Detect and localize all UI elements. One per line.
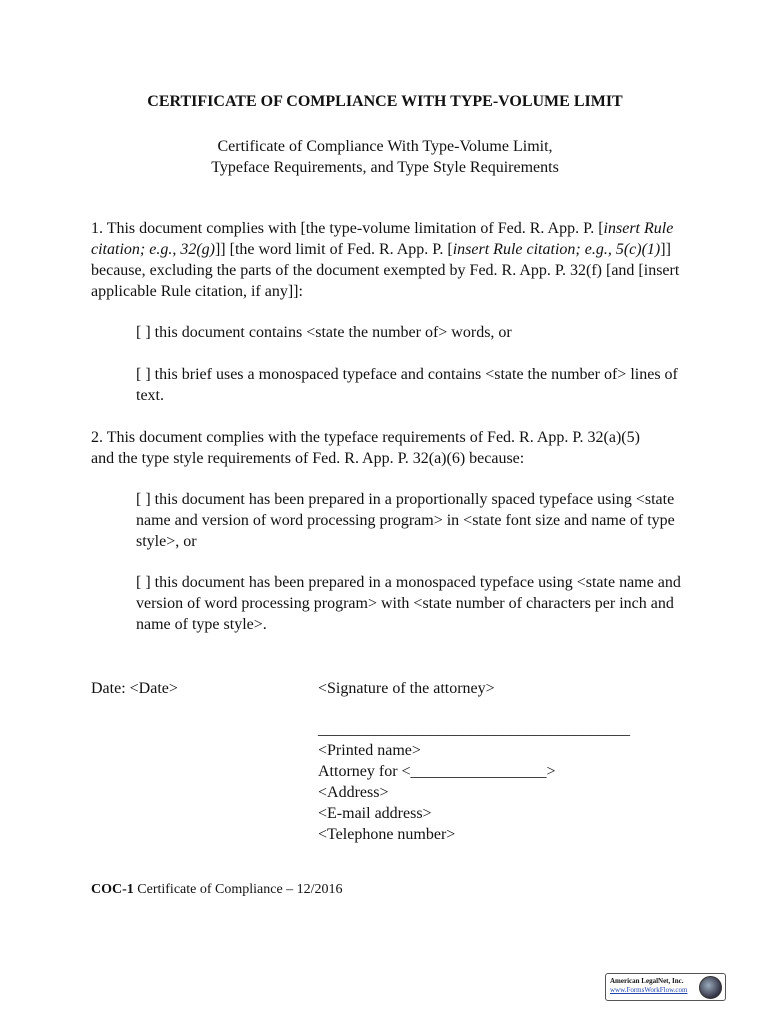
form-code: COC-1 xyxy=(91,882,134,897)
subtitle-line-2: Typeface Requirements, and Type Style Requirements xyxy=(211,159,559,176)
signature-block xyxy=(318,678,698,845)
subtitle-line-1: Certificate of Compliance With Type-Volume Limit, xyxy=(217,138,553,155)
attorney-for: Attorney for <_________________> xyxy=(318,763,556,780)
publisher-stamp xyxy=(605,973,726,1001)
form-footer-text: Certificate of Compliance – 12/2016 xyxy=(133,882,343,897)
globe-logo-icon xyxy=(699,976,722,999)
section-2-option-proportional: [ ] this document has been prepared in a proportionally spaced typeface using <state name and version of word processing program> in <state font size and name of type style>, or xyxy=(136,491,675,550)
publisher-url[interactable]: www.FormsWorkFlow.com xyxy=(610,986,688,994)
email-address: <E-mail address> xyxy=(318,805,432,822)
date-field: Date: <Date> xyxy=(91,680,178,697)
section-1-text-b: ]] [the word limit of Fed. R. App. P. [ xyxy=(214,241,453,258)
section-1-text-c: ]] because, excluding the parts of the document exempted by Fed. R. App. P. 32(f) [and [insert applicable Rule citation, if any]]: xyxy=(91,241,680,300)
printed-name: <Printed name> xyxy=(318,742,421,759)
form-footer xyxy=(91,882,343,898)
section-2-option-monospaced: [ ] this document has been prepared in a monospaced typeface using <state name and version of word processing program> with <state number of characters per inch and name of type style>. xyxy=(136,574,681,633)
section-1-option-words: [ ] this document contains <state the number of> words, or xyxy=(136,324,512,341)
section-1-option-lines: [ ] this brief uses a monospaced typeface and contains <state the number of> lines of text. xyxy=(136,366,678,404)
section-1-text-a: 1. This document complies with [the type-volume limitation of Fed. R. App. P. [ xyxy=(91,220,604,237)
section-1-italic-a: insert Rule citation; e.g., 32(g) xyxy=(91,220,674,258)
section-1-paragraph xyxy=(91,218,681,302)
document-subtitle xyxy=(0,136,770,178)
section-2-paragraph: 2. This document complies with the typeface requirements of Fed. R. App. P. 32(a)(5) and the type style requirements of Fed. R. App. P. 32(a)(6) because: xyxy=(91,429,640,467)
document-title: CERTIFICATE OF COMPLIANCE WITH TYPE-VOLUME LIMIT xyxy=(147,93,623,110)
address: <Address> xyxy=(318,784,389,801)
signature-label: <Signature of the attorney> xyxy=(318,680,495,697)
section-1-italic-b: insert Rule citation; e.g., 5(c)(1) xyxy=(452,241,661,258)
publisher-name: American LegalNet, Inc. xyxy=(610,977,684,985)
telephone-number: <Telephone number> xyxy=(318,826,456,843)
signature-line: _______________________________________ xyxy=(318,721,630,738)
